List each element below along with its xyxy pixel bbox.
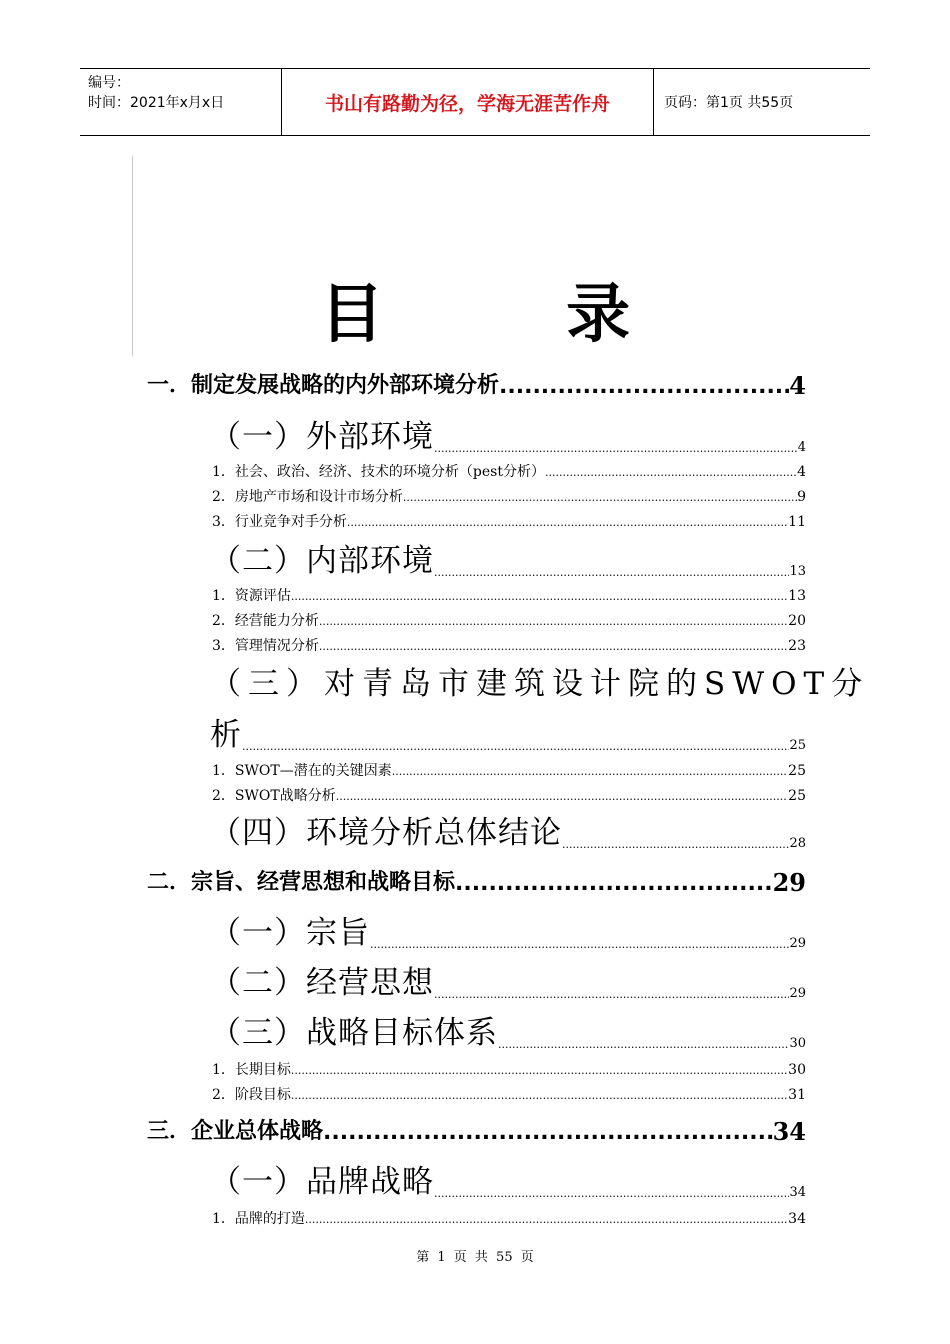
page-footer: 第 1 页 共 55 页 <box>416 1250 534 1265</box>
toc-entry[interactable] <box>212 1206 806 1228</box>
toc-leader <box>455 871 773 897</box>
toc-leader <box>498 1038 789 1052</box>
toc-entry-page: 4 <box>797 440 806 455</box>
toc-leader <box>562 838 789 852</box>
toc-entry-label: 三．企业总体战略 <box>147 1119 324 1144</box>
toc-entry[interactable] <box>212 1057 806 1079</box>
toc-entry[interactable] <box>210 806 806 852</box>
toc-entry-label: 1．资源评估 <box>212 588 291 604</box>
toc-leader <box>242 740 789 754</box>
toc-entry-page: 25 <box>789 738 806 753</box>
toc-entry[interactable] <box>210 708 806 754</box>
header-motto: 书山有路勤为径，学海无涯苦作舟 <box>282 69 654 135</box>
toc-entry-page: 23 <box>788 638 806 654</box>
toc-entry[interactable] <box>212 583 806 605</box>
toc-entry-label: 1．品牌的打造 <box>212 1211 305 1227</box>
toc-entry-label: （三）战略目标体系 <box>210 1015 498 1051</box>
toc-entry-label: （一）外部环境 <box>210 419 434 455</box>
toc-entry-page: 4 <box>789 371 806 400</box>
toc-entry-page: 29 <box>789 936 806 951</box>
toc-leader <box>291 1063 788 1079</box>
toc-entry-label-line1: （三）对青岛市建筑设计院的SWOT分 <box>210 666 870 702</box>
toc-entry-label: 一．制定发展战略的内外部环境分析 <box>147 373 500 398</box>
toc-leader <box>323 1120 773 1146</box>
toc-entry[interactable] <box>210 956 806 1002</box>
toc-entry-label: 二．宗旨、经营思想和战略目标 <box>147 870 456 895</box>
toc-entry[interactable] <box>210 534 806 580</box>
toc-entry-label: （二）经营思想 <box>210 965 434 1001</box>
toc-entry-label: 2．房地产市场和设计市场分析 <box>212 489 403 505</box>
toc-leader <box>370 938 789 952</box>
toc-leader <box>319 639 788 655</box>
toc-entry-label: 2．阶段目标 <box>212 1087 291 1103</box>
toc-entry[interactable] <box>212 459 806 481</box>
toc-entry[interactable] <box>212 758 806 780</box>
toc-leader <box>347 515 788 531</box>
toc-leader <box>392 764 788 780</box>
toc-entry-page: 30 <box>788 1062 806 1078</box>
toc-entry-page: 25 <box>788 763 806 779</box>
toc-entry-page: 25 <box>788 788 806 804</box>
toc-entry-page: 13 <box>789 564 806 579</box>
toc-entry-page: 20 <box>788 613 806 629</box>
toc-entry-page: 28 <box>789 836 806 851</box>
toc-entry-label: 2．SWOT战略分析 <box>212 788 336 804</box>
toc-entry[interactable] <box>147 366 806 400</box>
toc-entry[interactable] <box>212 608 806 630</box>
toc-leader <box>336 789 788 805</box>
toc-leader <box>291 589 788 605</box>
toc-entry[interactable] <box>212 509 806 531</box>
toc-entry-label: （二）内部环境 <box>210 543 434 579</box>
toc-entry-page: 30 <box>789 1036 806 1051</box>
toc-entry-page: 13 <box>788 588 806 604</box>
toc-leader <box>499 374 789 400</box>
toc-entry-label: 1．社会、政治、经济、技术的环境分析（pest分析） <box>212 464 545 480</box>
toc-entry-label: （一）品牌战略 <box>210 1164 434 1200</box>
toc-entry-page: 4 <box>797 464 806 480</box>
toc-entry-page: 34 <box>772 1117 806 1146</box>
toc-entry[interactable] <box>210 906 806 952</box>
toc-entry[interactable] <box>147 1112 806 1146</box>
toc-leader <box>305 1212 788 1228</box>
toc-entry-label: （一）宗旨 <box>210 915 370 951</box>
toc-entry-page: 29 <box>789 986 806 1001</box>
toc-entry[interactable] <box>212 633 806 655</box>
toc-entry[interactable] <box>147 863 806 897</box>
toc-entry-page: 34 <box>788 1211 806 1227</box>
time-label: 时间：2021年x月x日 <box>88 95 225 111</box>
toc-leader <box>434 1187 789 1201</box>
toc-entry-label: 析 <box>210 717 242 753</box>
toc-entry-label: 2．经营能力分析 <box>212 613 319 629</box>
toc-leader <box>319 614 788 630</box>
toc-entry-label: 3．管理情况分析 <box>212 638 319 654</box>
toc-entry-page: 31 <box>788 1087 806 1103</box>
toc-leader <box>403 490 797 506</box>
toc-leader <box>434 442 798 456</box>
toc-entry[interactable] <box>210 1006 806 1052</box>
header-page-info: 页码：第1页 共55页 <box>664 95 794 111</box>
toc-entry[interactable] <box>212 783 806 805</box>
serial-label: 编号： <box>88 75 130 91</box>
toc-entry-page: 9 <box>797 489 806 505</box>
toc-entry[interactable] <box>212 1082 806 1104</box>
toc-entry[interactable] <box>212 484 806 506</box>
toc-entry-label: 1．长期目标 <box>212 1062 291 1078</box>
toc-leader <box>434 566 789 580</box>
toc-entry-page: 11 <box>788 514 806 530</box>
toc-entry-label: 3．行业竞争对手分析 <box>212 514 347 530</box>
toc-entry-label: （四）环境分析总体结论 <box>210 815 562 851</box>
toc-entry[interactable] <box>210 410 806 456</box>
toc-entry-page: 34 <box>789 1185 806 1200</box>
toc-entry[interactable] <box>210 1155 806 1201</box>
toc-leader <box>434 988 789 1002</box>
toc-leader <box>545 465 797 481</box>
toc-entry-page: 29 <box>772 868 806 897</box>
toc-leader <box>291 1088 788 1104</box>
toc-entry-label: 1．SWOT—潜在的关键因素 <box>212 763 392 779</box>
page-title: 目 录 <box>319 278 711 352</box>
